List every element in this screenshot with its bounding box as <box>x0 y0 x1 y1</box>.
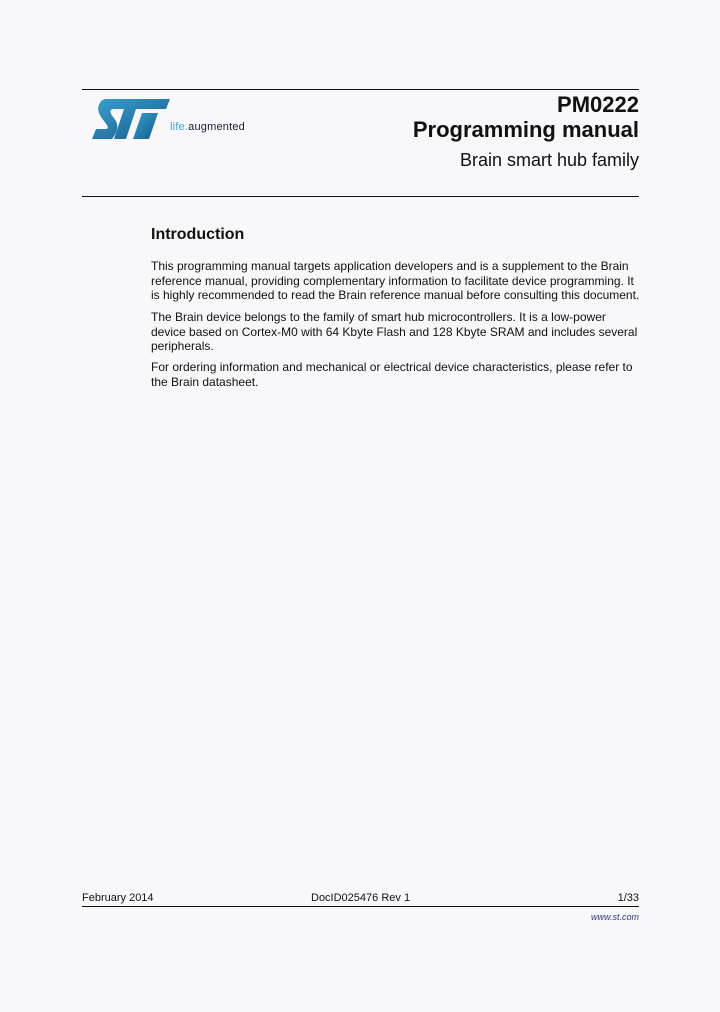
website-link[interactable]: www.st.com <box>590 912 639 922</box>
text-line: reference manual, providing complementary information to facilitate device programming. It <box>151 273 634 288</box>
paragraph <box>151 259 639 303</box>
document-number: PM0222 <box>557 92 639 117</box>
footer-doc-id: DocID025476 Rev 1 <box>311 892 411 904</box>
text-line: The Brain device belongs to the family of smart hub microcontrollers. It is a low-power <box>151 310 606 324</box>
section-heading: Introduction <box>151 226 245 243</box>
footer-date: February 2014 <box>82 892 154 904</box>
text-line: device based on Cortex-M0 with 64 Kbyte Flash and 128 Kbyte SRAM and includes several <box>151 324 638 339</box>
text-line: This programming manual targets application developers and is a supplement to the Brain <box>151 259 629 273</box>
text-line: For ordering information and mechanical or electrical device characteristics, please refer to <box>151 360 633 374</box>
text-line: peripherals. <box>151 339 214 354</box>
footer-page-number: 1/33 <box>617 892 639 904</box>
st-logo <box>92 97 172 141</box>
document-type: Programming manual <box>412 117 639 142</box>
text-line: the Brain datasheet. <box>151 374 259 389</box>
text-line: is highly recommended to read the Brain reference manual before consulting this document. <box>151 288 640 303</box>
logo-tagline <box>170 121 245 133</box>
paragraph <box>151 360 633 389</box>
header-rule <box>82 196 639 197</box>
tagline-prefix: life. <box>170 121 189 133</box>
top-rule <box>82 89 639 90</box>
tagline-suffix: augmented <box>188 121 245 133</box>
footer-rule <box>82 906 639 907</box>
document-subtitle: Brain smart hub family <box>459 150 639 170</box>
paragraph <box>151 310 637 354</box>
